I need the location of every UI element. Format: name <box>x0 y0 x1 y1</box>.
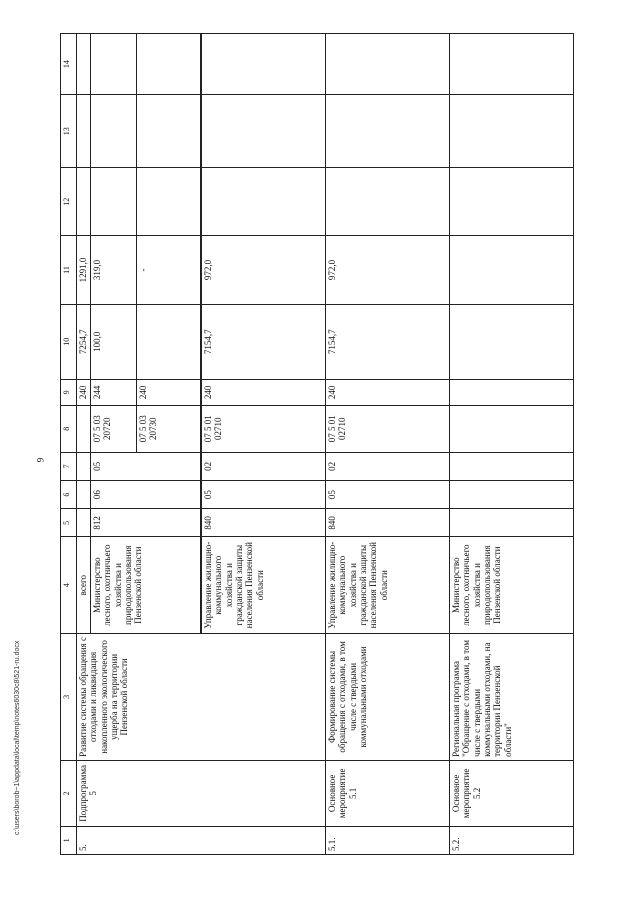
measure-executor: Управление жилищно-коммунального хозяйства и гражданской защиты населения Пензенской области <box>326 537 450 633</box>
page-number: 9 <box>35 457 46 463</box>
col-num-8: 8 <box>61 405 77 452</box>
ministry-c11b: - <box>137 236 201 304</box>
ministry-c5: 812 <box>91 509 201 537</box>
subprogram-name: Подпрограмма 5 <box>77 760 326 826</box>
row51-c5: 840 <box>326 509 450 537</box>
mgmt-c7: 02 <box>202 452 326 480</box>
row51-c10: 7154,7 <box>326 304 450 379</box>
row51-c11: 972,0 <box>326 236 450 304</box>
col-num-7: 7 <box>61 452 77 480</box>
row-number: 5.1. <box>326 826 450 854</box>
col-num-14: 14 <box>61 34 77 95</box>
measure-executor: Министерство лесного, охотничьего хозяйства и природопользования Пензенской области <box>450 537 574 633</box>
executor-management: Управление жилищно-коммунального хозяйства и гражданской защиты населения Пензенской области <box>202 537 326 633</box>
col-num-10: 10 <box>61 304 77 379</box>
column-number-row <box>61 34 77 855</box>
ministry-c7: 05 <box>91 452 201 480</box>
mgmt-c8: 07 5 01 02710 <box>202 405 326 452</box>
subprogram-title: Развитие системы обращения с отходами и ликвидация накопленного экологического ущерба на территории Пензенской области <box>77 633 326 760</box>
col-num-13: 13 <box>61 95 77 168</box>
row-number: 5.2. <box>450 826 574 854</box>
col-num-3: 3 <box>61 633 77 760</box>
measure-title: Формирование системы обращения с отходами, в том числе с твердыми коммунальными отходами <box>326 633 450 760</box>
mgmt-c6: 05 <box>202 481 326 509</box>
total-c11: 1291,0 <box>77 236 91 304</box>
footer-file-path: c:\users\borob~1\appdata\local\temp\notes6030c8\521-ru.docx <box>14 640 21 835</box>
ministry-c9b: 240 <box>137 379 201 405</box>
program-table <box>60 33 574 855</box>
row51-c9: 240 <box>326 379 450 405</box>
table-row <box>326 34 450 855</box>
ministry-c8b: 07 5 03 20730 <box>137 405 201 452</box>
col-num-9: 9 <box>61 379 77 405</box>
mgmt-c9: 240 <box>202 379 326 405</box>
row-number: 5. <box>77 826 326 854</box>
measure-name: Основное мероприятие 5.2 <box>450 760 574 826</box>
total-c9: 240 <box>77 379 91 405</box>
col-num-5: 5 <box>61 509 77 537</box>
ministry-c8a: 07 5 03 20720 <box>91 405 137 452</box>
ministry-c9a: 244 <box>91 379 137 405</box>
col-num-1: 1 <box>61 826 77 854</box>
mgmt-c10: 7154,7 <box>202 304 326 379</box>
col-num-11: 11 <box>61 236 77 304</box>
measure-title: Региональная программа "Обращение с отходами, в том числе с твердыми коммунальными отходами, на территории Пензенской области" <box>450 633 574 760</box>
row51-c6: 05 <box>326 481 450 509</box>
table-row <box>450 34 574 855</box>
rotated-table-page <box>60 33 597 855</box>
ministry-c11a: 319,0 <box>91 236 137 304</box>
col-num-4: 4 <box>61 537 77 633</box>
measure-name: Основное мероприятие 5.1 <box>326 760 450 826</box>
executor-ministry: Министерство лесного, охотничьего хозяйства и природопользования Пензенской области <box>91 537 201 633</box>
col-num-2: 2 <box>61 760 77 826</box>
row51-c7: 02 <box>326 452 450 480</box>
ministry-c10a: 100,0 <box>91 304 137 379</box>
mgmt-c5: 840 <box>202 509 326 537</box>
mgmt-c11: 972,0 <box>202 236 326 304</box>
total-c10: 7254,7 <box>77 304 91 379</box>
col-num-6: 6 <box>61 481 77 509</box>
row51-c8: 07 5 01 02710 <box>326 405 450 452</box>
col-num-12: 12 <box>61 168 77 236</box>
table-row <box>77 34 91 855</box>
ministry-c6: 06 <box>91 481 201 509</box>
total-label: всего <box>77 537 91 633</box>
